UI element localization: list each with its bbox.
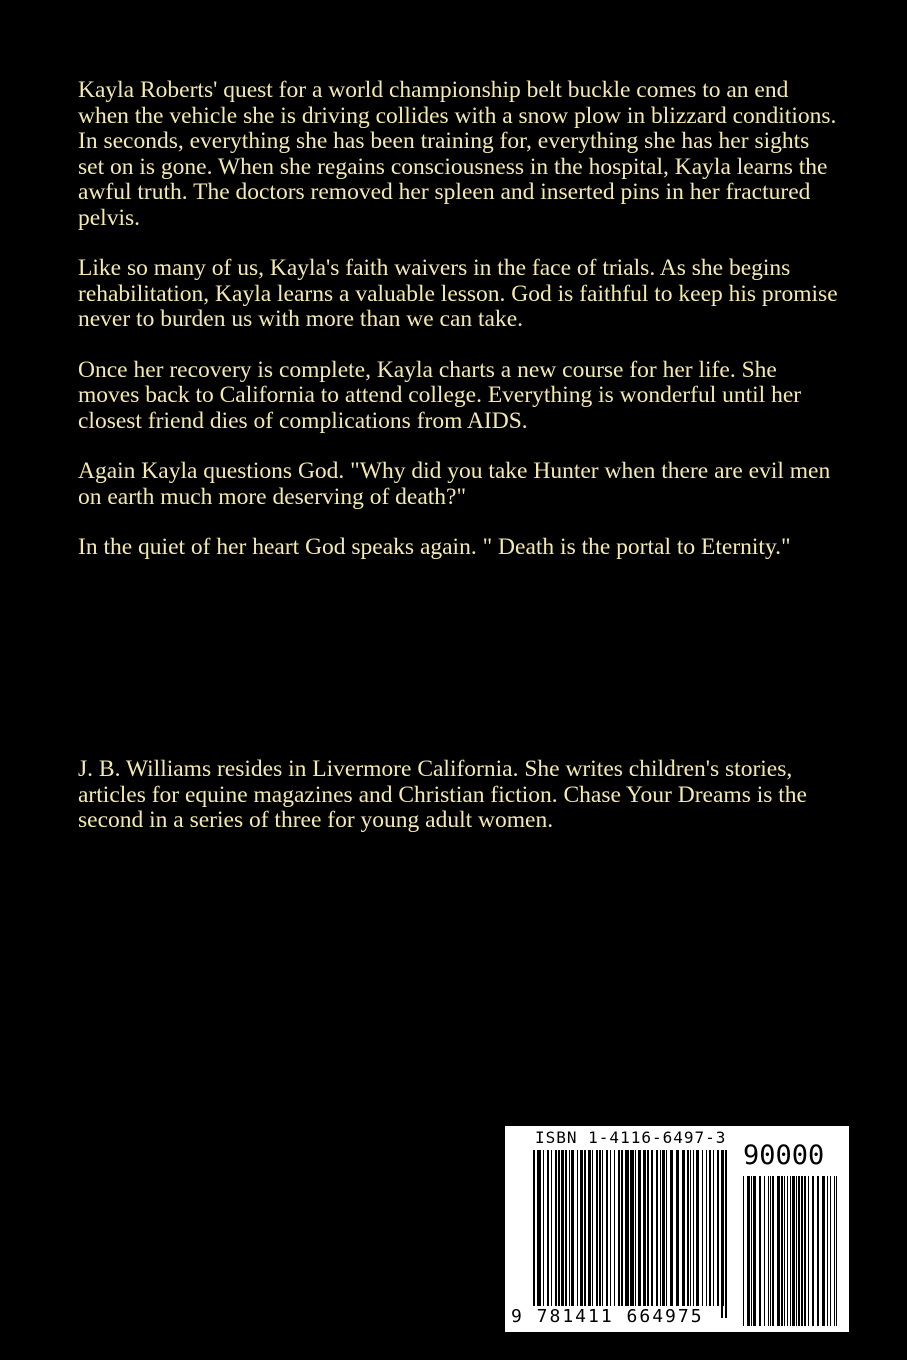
ean-digits: 9 781411 664975 xyxy=(511,1306,704,1327)
addon-bar-17 xyxy=(801,1176,803,1326)
ean-bar-40 xyxy=(687,1150,689,1306)
addon-bar-1 xyxy=(747,1176,750,1326)
ean-bar-4 xyxy=(547,1150,549,1306)
addon-bar-19 xyxy=(808,1176,809,1326)
ean-bar-35 xyxy=(662,1150,665,1306)
blurb-paragraph-5: In the quiet of her heart God speaks again. " Death is the portal to Eternity." xyxy=(78,534,791,560)
addon-bar-25 xyxy=(834,1176,835,1326)
addon-bar-15 xyxy=(796,1176,797,1326)
addon-bar-0 xyxy=(743,1176,744,1326)
isbn-label: ISBN 1-4116-6497-3 xyxy=(535,1128,727,1147)
ean-bar-19 xyxy=(602,1150,603,1306)
addon-bar-16 xyxy=(798,1176,800,1326)
addon-bar-3 xyxy=(753,1176,756,1326)
ean-bar-42 xyxy=(693,1150,694,1306)
ean-bar-32 xyxy=(651,1150,653,1306)
ean-bar-47 xyxy=(713,1150,714,1306)
addon-bar-23 xyxy=(827,1176,828,1326)
addon-bar-26 xyxy=(836,1176,837,1326)
ean-bar-43 xyxy=(696,1150,699,1306)
guard-bar-4 xyxy=(721,1150,723,1318)
ean-bar-16 xyxy=(592,1150,593,1306)
ean-bar-41 xyxy=(690,1150,691,1306)
ean-bar-15 xyxy=(588,1150,591,1306)
ean-bar-34 xyxy=(660,1150,661,1306)
addon-bar-12 xyxy=(787,1176,788,1326)
ean-bar-8 xyxy=(561,1150,564,1306)
addon-bar-22 xyxy=(822,1176,825,1326)
guard-bar-3 xyxy=(631,1150,633,1318)
ean-bar-31 xyxy=(647,1150,649,1306)
addon-bar-13 xyxy=(790,1176,791,1326)
ean-bar-11 xyxy=(571,1150,574,1306)
addon-bar-4 xyxy=(759,1176,761,1326)
addon-bar-7 xyxy=(770,1176,771,1326)
ean-bar-37 xyxy=(670,1150,673,1306)
addon-bar-6 xyxy=(768,1176,769,1326)
guard-bar-5 xyxy=(725,1150,727,1318)
addon-bar-5 xyxy=(764,1176,765,1326)
addon-bar-2 xyxy=(751,1176,752,1326)
blurb-paragraph-2: Like so many of us, Kayla's faith waivers in the face of trials. As she begins rehabilitation, Kayla learns a valuable lesson. God is faithful to keep his promise never to burden us with more than we can take. xyxy=(78,255,838,332)
addon-bar-8 xyxy=(772,1176,774,1326)
ean-bar-7 xyxy=(558,1150,560,1306)
ean-bar-44 xyxy=(702,1150,703,1306)
ean-bar-17 xyxy=(596,1150,598,1306)
blurb-paragraph-1: Kayla Roberts' quest for a world championship belt buckle comes to an end when the vehicle she is driving collides with a snow plow in blizzard conditions. In seconds, everything she has been training for, everything she has her sights set on is gone. When she regains consciousness in the hospital, Kayla learns the awful truth. The doctors removed her spleen and inserted pins in her fractured pelvis. xyxy=(78,77,837,231)
ean-bar-26 xyxy=(630,1150,631,1306)
ean-bar-28 xyxy=(635,1150,636,1306)
ean-bar-6 xyxy=(555,1150,557,1306)
ean-bar-22 xyxy=(614,1150,615,1306)
ean-bar-23 xyxy=(618,1150,620,1306)
blurb-paragraph-4: Again Kayla questions God. "Why did you take Hunter when there are evil men on earth much more deserving of death?" xyxy=(78,458,831,510)
ean-bar-10 xyxy=(569,1150,570,1306)
addon-bar-20 xyxy=(812,1176,814,1326)
ean-bar-39 xyxy=(682,1150,685,1306)
addon-bar-24 xyxy=(830,1176,831,1326)
ean-bar-46 xyxy=(709,1150,711,1306)
addon-bar-11 xyxy=(784,1176,785,1326)
guard-bar-1 xyxy=(537,1150,539,1318)
ean-bar-9 xyxy=(565,1150,567,1306)
addon-bar-18 xyxy=(804,1176,806,1326)
price-code: 90000 xyxy=(743,1140,825,1171)
ean-bar-3 xyxy=(543,1150,544,1306)
addon-bar-9 xyxy=(777,1176,780,1326)
blurb-paragraph-3: Once her recovery is complete, Kayla charts a new course for her life. She moves back to California to attend college. Everything is wonderful until her closest friend dies of complications from AIDS. xyxy=(78,356,802,434)
guard-bar-0 xyxy=(533,1150,535,1318)
ean-bar-5 xyxy=(551,1150,552,1306)
ean-bar-48 xyxy=(717,1150,719,1306)
ean-bar-38 xyxy=(676,1150,679,1306)
ean-bar-14 xyxy=(584,1150,586,1306)
ean-bar-45 xyxy=(706,1150,707,1306)
ean-bar-21 xyxy=(610,1150,611,1306)
ean-bar-13 xyxy=(580,1150,583,1306)
ean-bar-2 xyxy=(539,1150,541,1306)
guard-bar-2 xyxy=(627,1150,629,1318)
addon-bar-14 xyxy=(792,1176,795,1326)
author-bio: J. B. Williams resides in Livermore California. She writes children's stories, articles for equine magazines and Christian fiction. Chase Your Dreams is the second in a series of three for young adult women. xyxy=(78,756,807,833)
blurb xyxy=(78,78,838,586)
ean-bar-30 xyxy=(643,1150,646,1306)
ean-bar-24 xyxy=(621,1150,623,1306)
ean-bar-18 xyxy=(599,1150,601,1306)
ean-bar-12 xyxy=(577,1150,578,1306)
addon-bar-10 xyxy=(781,1176,783,1326)
ean-bar-20 xyxy=(606,1150,608,1306)
ean-bar-36 xyxy=(666,1150,667,1306)
barcode xyxy=(505,1126,849,1332)
addon-bar-21 xyxy=(817,1176,819,1326)
ean-bar-29 xyxy=(638,1150,641,1306)
ean-bar-33 xyxy=(656,1150,658,1306)
